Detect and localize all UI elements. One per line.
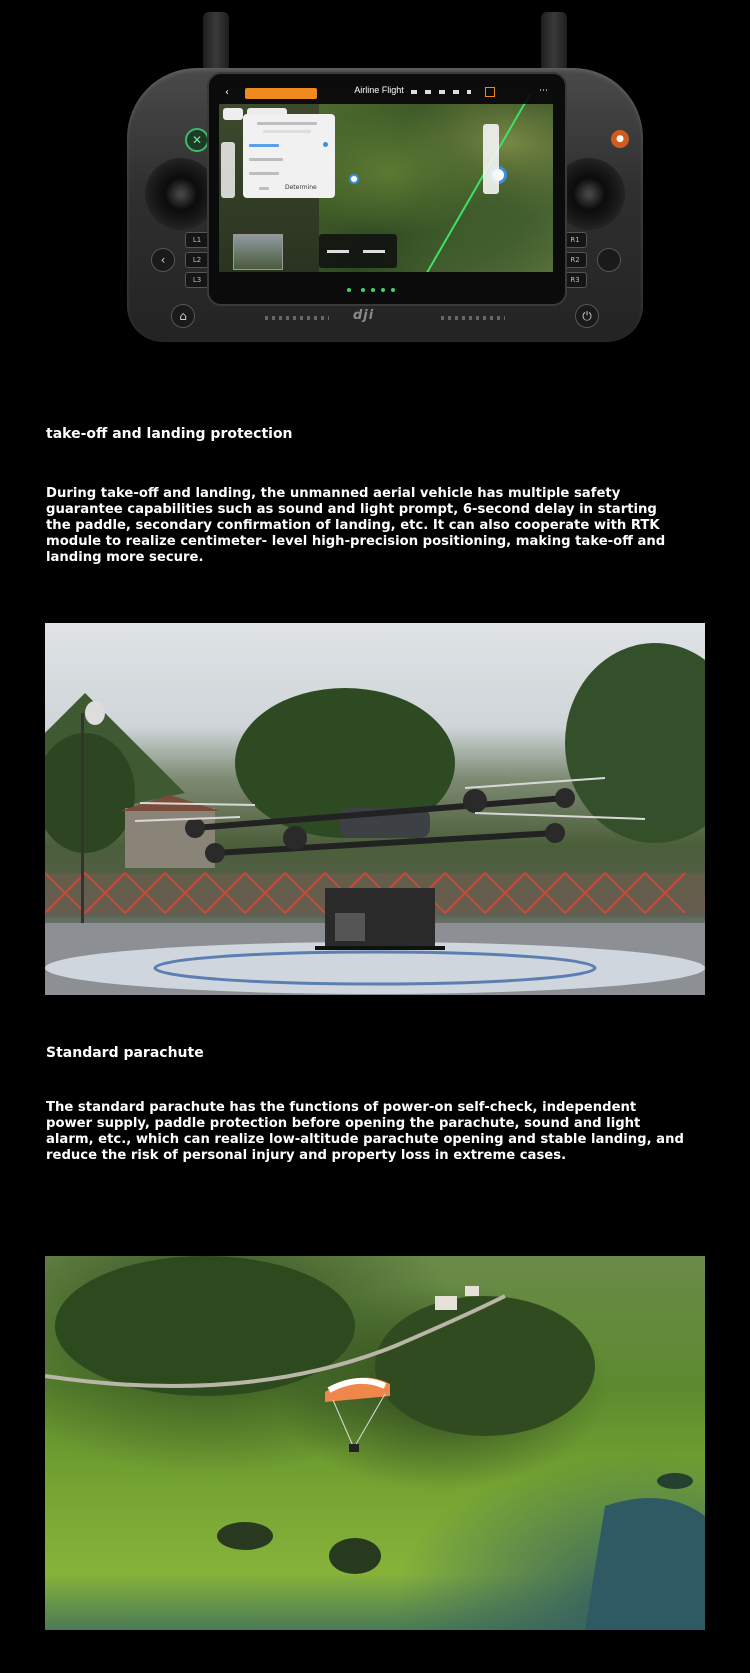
left-toolbar — [221, 142, 235, 198]
battery-icon — [485, 87, 495, 97]
weather-icon — [223, 108, 243, 120]
more-icon: ⋯ — [539, 86, 548, 96]
section-title-takeoff-landing: take-off and landing protection — [46, 426, 293, 442]
drone-position-icon — [349, 174, 359, 184]
section-body-takeoff-landing: During take-off and landing, the unmanned aerial vehicle has multiple safety guarantee capabilities such as sound and light prompt, 6-second delay in starting the paddle, secondary confirmation of landing, etc. It can also cooperate with RTK module to realize centimeter- level high-precision positioning, making take-off and landing more secure. — [46, 486, 666, 565]
right-toolbar — [483, 124, 499, 194]
controller-screen-frame — [207, 72, 567, 306]
dji-logo: dji — [353, 308, 375, 323]
flight-stats-panel — [319, 234, 397, 268]
dialog-subtitle-line — [263, 130, 311, 133]
drone-photo-illustration — [45, 623, 705, 995]
record-button-icon: ● — [611, 130, 629, 148]
dialog-option-3 — [249, 172, 279, 175]
dialog-option-1 — [249, 144, 279, 147]
cancel-button — [259, 187, 269, 190]
back-arrow-icon: ‹ — [225, 87, 229, 98]
left-speaker-grille — [265, 316, 329, 320]
dialog-option-2 — [249, 158, 283, 161]
screen-top-bar — [219, 84, 553, 104]
drone-landing-pad-photo — [45, 623, 705, 995]
status-led — [361, 288, 365, 292]
status-led — [381, 288, 385, 292]
x-button-icon: ✕ — [185, 128, 209, 152]
warning-banner — [245, 88, 317, 99]
radio-selected-icon — [323, 142, 328, 147]
distance-stat-2 — [363, 250, 385, 253]
dialog-title-line — [257, 122, 317, 125]
parachute-photo-illustration — [45, 1256, 705, 1630]
parachute-landscape-photo — [45, 1256, 705, 1630]
power-button-icon: ⏻ — [575, 304, 599, 328]
l3-button: L3 — [185, 272, 209, 288]
five-way-button — [597, 248, 621, 272]
l1-button: L1 — [185, 232, 209, 248]
r3-button: R3 — [563, 272, 587, 288]
status-led — [391, 288, 395, 292]
right-speaker-grille — [441, 316, 505, 320]
flight-route-line — [414, 94, 531, 272]
status-indicators — [411, 90, 471, 94]
return-home-button-icon: ⌂ — [171, 304, 195, 328]
status-led — [347, 288, 351, 292]
l2-button: L2 — [185, 252, 209, 268]
camera-preview-thumbnail — [233, 234, 283, 270]
section-title-parachute: Standard parachute — [46, 1045, 204, 1061]
determine-button: Determine — [285, 184, 317, 191]
left-joystick-cap — [166, 179, 196, 209]
controller-screen — [219, 84, 553, 272]
distance-stat-1 — [327, 250, 349, 253]
remote-controller-image — [127, 12, 643, 342]
r2-button: R2 — [563, 252, 587, 268]
screen-title: Airline Flight — [354, 85, 404, 95]
status-led — [371, 288, 375, 292]
right-joystick-cap — [574, 179, 604, 209]
confirm-dialog — [243, 114, 335, 198]
r1-button: R1 — [563, 232, 587, 248]
back-button-icon: ‹ — [151, 248, 175, 272]
section-body-parachute: The standard parachute has the functions of power-on self-check, independent power supply, paddle protection before opening the parachute, sound and light alarm, etc., which can realize low-altitude parachute opening and stable landing, and reduce the risk of personal injury and property loss in extreme cases. — [46, 1100, 684, 1163]
